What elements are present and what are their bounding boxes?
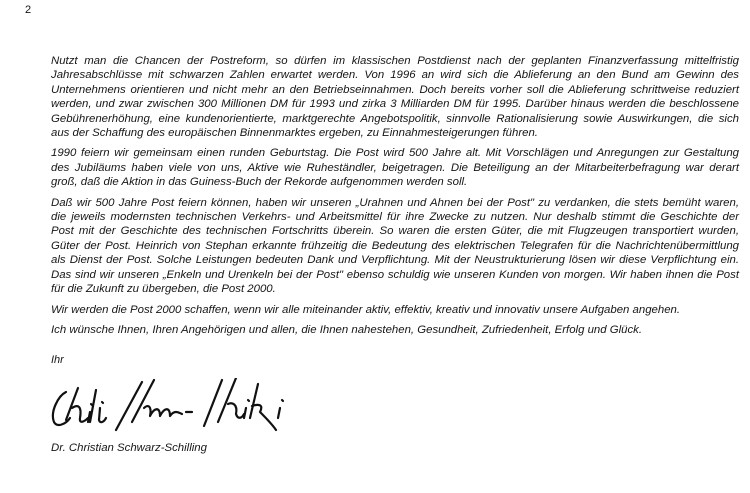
handwritten-signature — [44, 378, 314, 434]
letter-body — [51, 54, 739, 343]
text-line: Das sind wir unseren „Enkeln und Urenkeln bei der Post" ebenso schuldig wie unseren Kunden von morgen. Wir haben ihnen die Post — [51, 268, 739, 281]
text-line: für die Zukunft zu übergeben, die Post 2000. — [51, 283, 276, 296]
text-line: groß, daß die Aktion in das Guiness-Buch der Rekorde aufgenommen werden soll. — [51, 176, 468, 189]
text-line: Post mit der Geschichte des technischen Fortschritts überein. So waren die ersten Güter, die mit Flugzeugen transportiert wurden, — [51, 225, 739, 238]
text-line: des Jubiläums haben viele von uns, Aktive wie Ruheständler, beigetragen. Die Beteiligung an der Mitarbeiterbefragung war derart — [51, 161, 739, 174]
text-line: als Dienst der Post. Solche Leistungen bedeuten Dank und Verpflichtung. Mit der Neustrukturierung lösen wir diese Verpflichtung ein. — [51, 254, 739, 267]
text-line: werden, und zwar zwischen 300 Millionen DM für 1993 und zirka 3 Milliarden DM für 1995. Darüber hinaus werden die beschlossene — [51, 98, 739, 111]
text-line: Nutzt man die Chancen der Postreform, so dürfen im klassischen Postdienst nach der geplanten Finanzverfassung mittelfristig — [51, 55, 739, 67]
text-line: Unternehmens orientieren und nicht mehr an den Betriebseinnahmen. Doch bereits vorher soll die Ablieferung schrittweise reduziert — [51, 83, 739, 96]
text-line: Güter der Post. Heinrich von Stephan erkannte frühzeitig die Bedeutung des elektrischen Telegrafen für die Nachrichtenübermittlung — [51, 239, 739, 252]
signer-name: Dr. Christian Schwarz-Schilling — [51, 442, 207, 454]
paragraph-anniversary — [51, 146, 739, 189]
paragraph-post-2000 — [51, 303, 739, 317]
paragraph-postreform — [51, 54, 739, 140]
signature-strokes — [53, 378, 283, 430]
text-line: Gebührenerhöhung, eine kundenorientierte, marktgerechte Angebotspolitik, sinnvolle Rationalisierung sowie Auswirkungen, die sich — [51, 112, 739, 125]
text-line: Ich wünsche Ihnen, Ihren Angehörigen und allen, die Ihnen nahestehen, Gesundheit, Zufriedenheit, Erfolg und Glück. — [51, 323, 643, 336]
text-line: 1990 feiern wir gemeinsam einen runden Geburtstag. Die Post wird 500 Jahre alt. Mit Vorschlägen und Anregungen zur Gestaltung — [51, 147, 739, 160]
closing-salutation: Ihr — [51, 354, 64, 366]
paragraph-wishes — [51, 323, 739, 337]
text-line: Daß wir 500 Jahre Post feiern können, haben wir unseren „Urahnen und Ahnen bei der Post" zu verdanken, die stets bemüht waren, — [51, 196, 739, 209]
text-line: Jahresabschlüsse mit schwarzen Zahlen erwartet werden. Von 1996 an wird sich die Ablieferung an den Bund am Gewinn des — [51, 69, 739, 82]
paragraph-history — [51, 196, 739, 297]
page-number: 2 — [25, 4, 32, 16]
text-line: aus der Schaffung des europäischen Binnenmarktes ergeben, zu Einnahmesteigerungen führen. — [51, 127, 538, 140]
text-line: Wir werden die Post 2000 schaffen, wenn wir alle miteinander aktiv, effektiv, kreativ und innovativ unsere Aufgaben angehen. — [51, 303, 681, 316]
text-line: die jeweils modernsten technischen Verkehrs- und Arbeitsmittel für ihre Zwecke zu nutzen. Nur deshalb stimmt die Geschichte der — [51, 211, 739, 224]
